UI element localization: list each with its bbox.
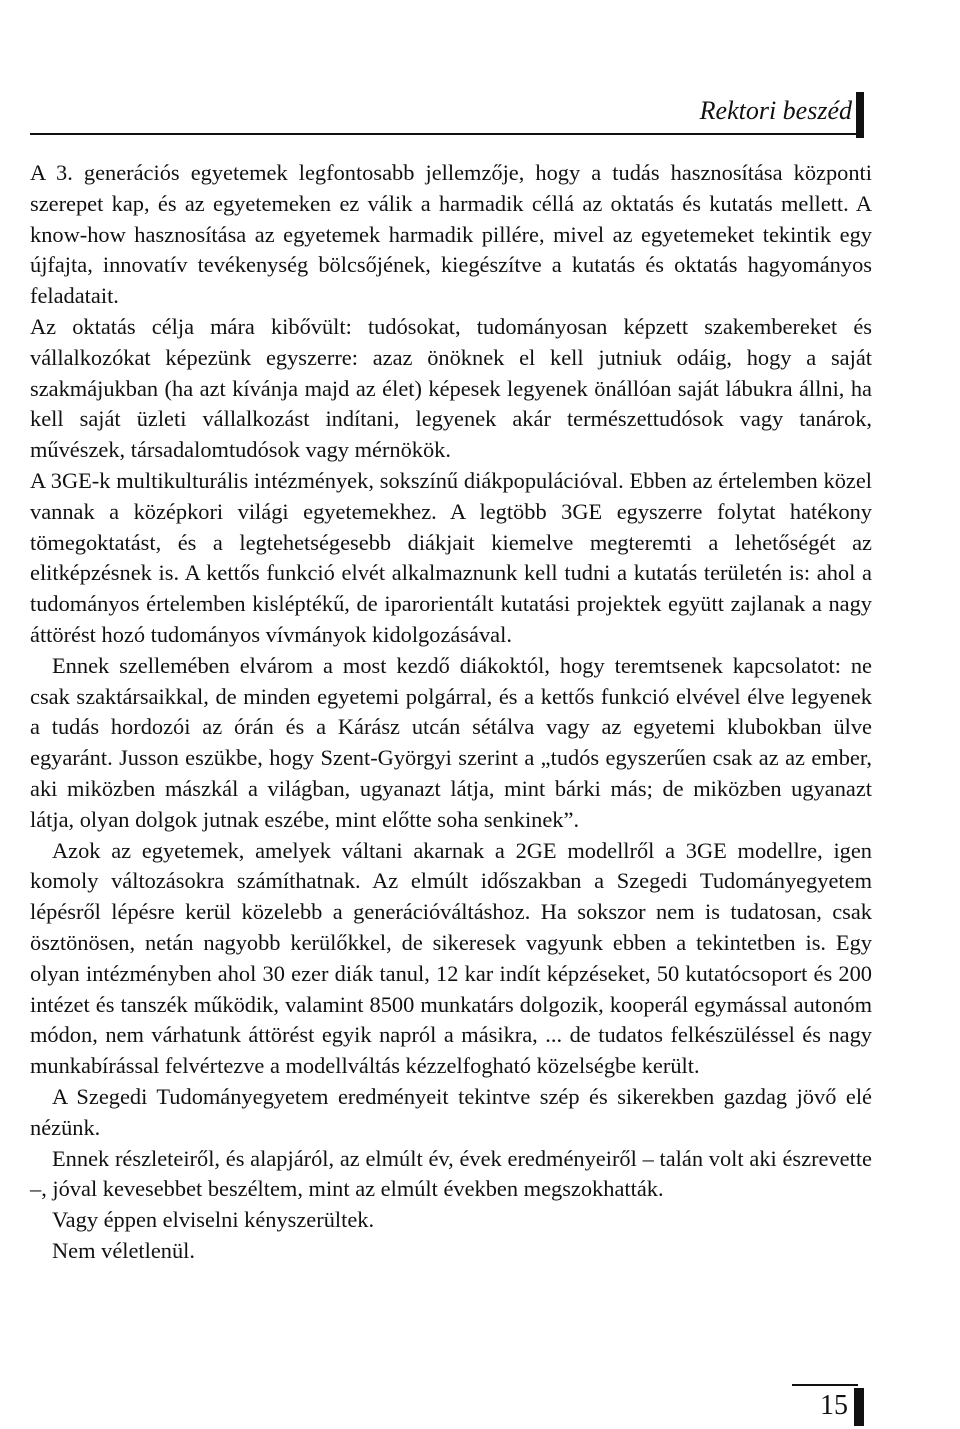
paragraph-9: Nem véletlenül.: [52, 1237, 196, 1263]
paragraph-4: Ennek szellemében elvárom a most kezdő diákoktól, hogy teremtsenek kapcsolatot: ne csak szaktársaikkal, de minden egyetemi polgárral, és a kettős funkció elvével élve legyenek a tudás hordozói az órán és a Kárász utcán sétálva vagy az egyetemi klubokban ülve egyaránt. Jusson eszükbe, hogy Szent-Györgyi szerint a „tudós egyszerűen csak az az ember, aki miközben mászkál a világban, ugyanazt látja, mint bárki más; de miközben ugyanazt látja, olyan dolgok jutnak eszébe, mint előtte soha senkinek”.: [30, 652, 872, 832]
page-number: 15: [820, 1390, 848, 1421]
paragraph-1: A 3. generációs egyetemek legfontosabb jellemzője, hogy a tudás hasznosítása központi szerepet kap, és az egyetemeken ez válik a harmadik céllá az oktatás és kutatás mellett. A know-how hasznosítása az egyetemek harmadik pillére, mivel az egyetemeket tekintik egy újfajta, innovatív tevékenység bölcsőjének, kiegészítve a kutatás és oktatás hagyományos feladatait.: [30, 160, 872, 309]
paragraph-2: Az oktatás célja mára kibővült: tudósokat, tudományosan képzett szakembereket és vállalkozókat képezünk egyszerre: azaz önöknek el kell jutniuk odáig, hogy a saját szakmájukban (ha azt kívánja majd az élet) képesek legyenek önállóan saját lábukra állni, ha kell saját üzleti vállalkozást indítani, legyenek akár természettudósok vagy tanárok, művészek, társadalomtudósok vagy mérnökök.: [30, 313, 872, 463]
page-number-bar: [854, 1388, 864, 1426]
paragraph-8: Vagy éppen elviselni kényszerültek.: [52, 1207, 375, 1233]
header-bar: [856, 92, 864, 138]
paragraph-6: A Szegedi Tudományegyetem eredményeit tekintve szép és sikerekben gazdag jövő elé nézünk.: [30, 1083, 872, 1140]
paragraph-3: A 3GE-k multikulturális intézmények, sokszínű diákpopulációval. Ebben az értelemben közel vannak a középkori világi egyetemekhez. A legtöbb 3GE egyszerre folytat hatékony tömegoktatást, és a legtehetségesebb diákjait kiemelve megteremti a lehetőségét az elitképzésnek is. A kettős funkció elvét alkalmaznunk kell tudni a kutatás területén is: ahol a tudományos értelemben kisléptékű, de iparorientált kutatási projektek együtt zajlanak a nagy áttörést hozó tudományos vívmányok kidolgozásával.: [30, 467, 872, 647]
running-title: Rektori beszéd: [699, 96, 852, 125]
body-text: [30, 158, 872, 1267]
paragraph-5: Azok az egyetemek, amelyek váltani akarnak a 2GE modellről a 3GE modellre, igen komoly változásokra számíthatnak. Az elmúlt időszakban a Szegedi Tudományegyetem lépésről lépésre kerül közelebb a generációváltáshoz. Ha sokszor nem is tudatosan, csak ösztönösen, netán nagyobb kerülőkkel, de sikeresek vagyunk ebben a tekintetben is. Egy olyan intézményben ahol 30 ezer diák tanul, 12 kar indít képzéseket, 50 kutatócsoport és 200 intézet és tanszék működik, valamint 8500 munkatárs dolgozik, kooperál egymással autonóm módon, nem várhatunk áttörést egyik napról a másikra, ... de tudatos felkészüléssel és nagy munkabírással felvértezve a modellváltás kézzelfogható közelségbe került.: [30, 837, 872, 1079]
paragraph-7: Ennek részleteiről, és alapjáról, az elmúlt év, évek eredményeiről – talán volt aki észrevette –, jóval kevesebbet beszéltem, mint az elmúlt években megszokhatták.: [30, 1145, 872, 1202]
header-rule: [30, 133, 864, 135]
page-number-rule: [792, 1384, 858, 1386]
